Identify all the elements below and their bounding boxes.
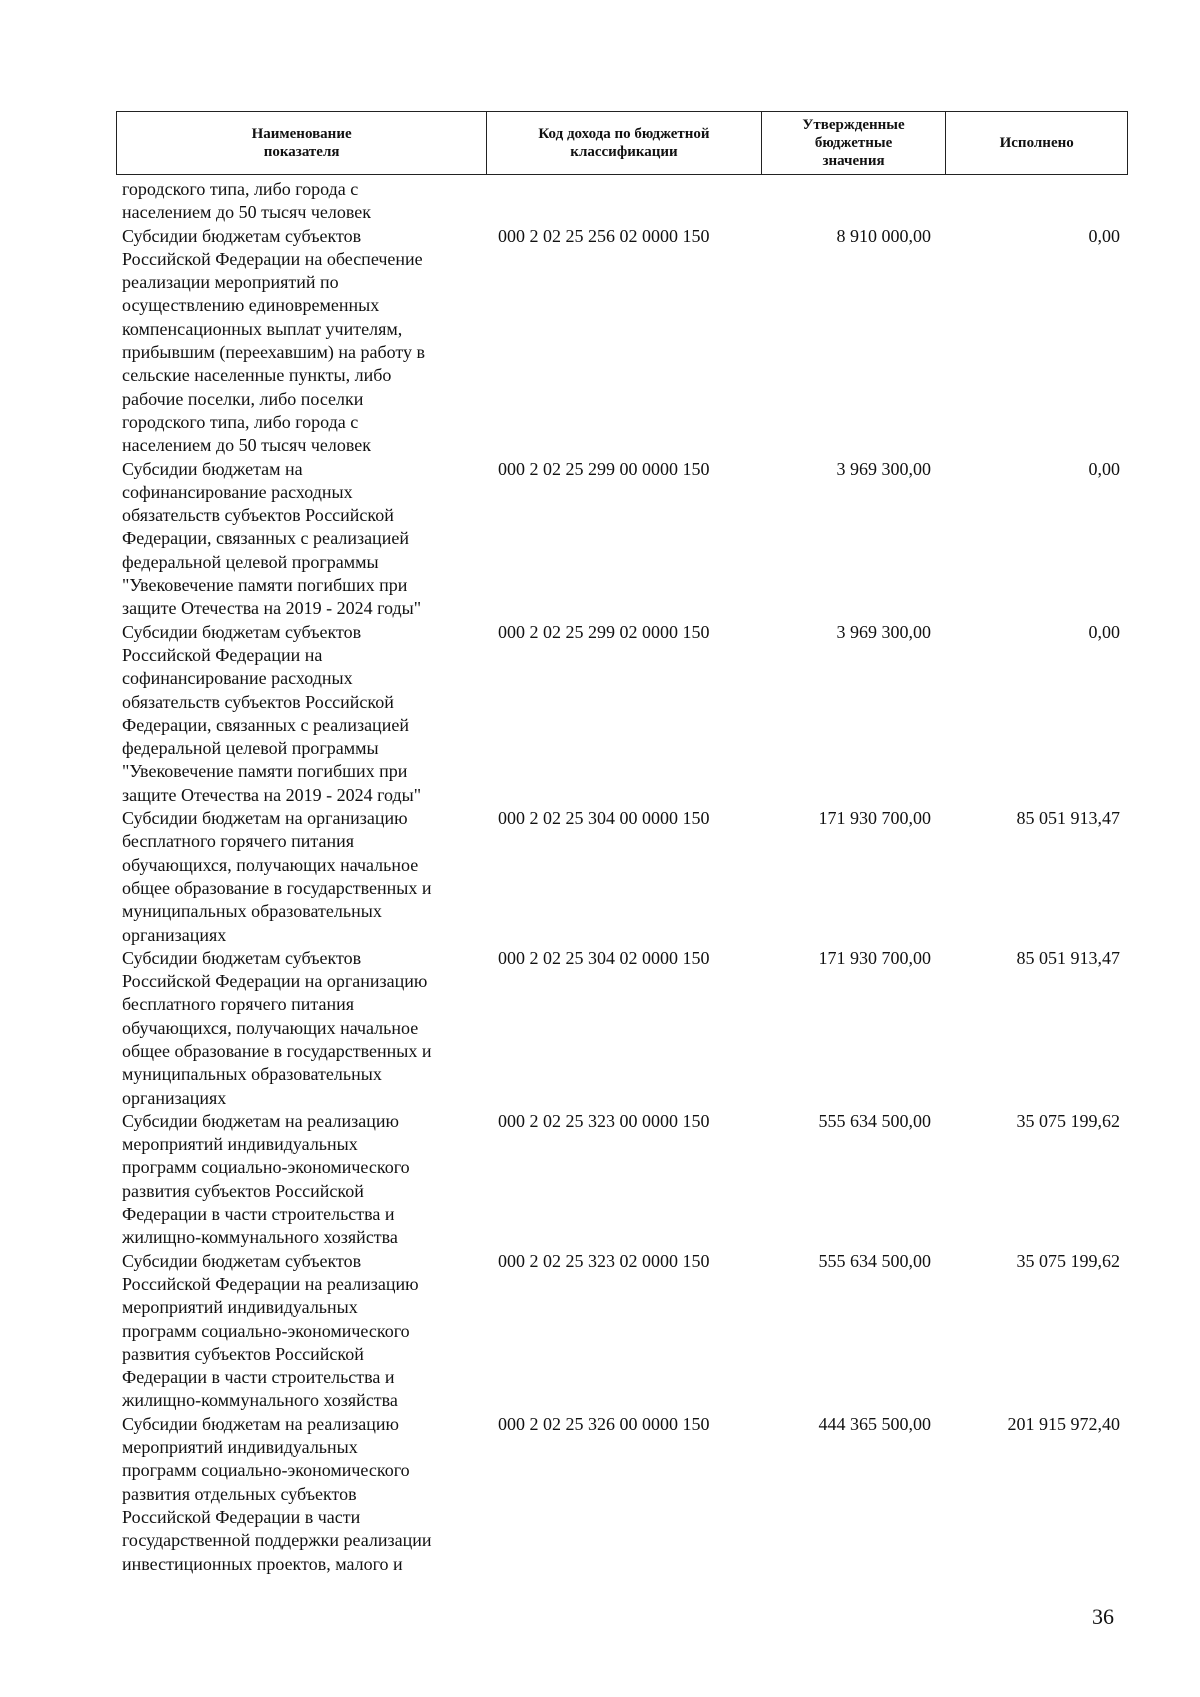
row-code: 000 2 02 25 326 00 0000 150 bbox=[498, 1413, 710, 1434]
row-code: 000 2 02 25 256 02 0000 150 bbox=[498, 225, 710, 246]
page-number: 36 bbox=[1092, 1604, 1114, 1629]
row-code: 000 2 02 25 304 00 0000 150 bbox=[498, 808, 710, 829]
row-approved: 8 910 000,00 bbox=[836, 225, 931, 246]
table-row bbox=[116, 947, 1128, 1110]
row-executed: 0,00 bbox=[1088, 458, 1120, 479]
row-code: 000 2 02 25 299 00 0000 150 bbox=[498, 458, 710, 479]
row-approved: 3 969 300,00 bbox=[836, 458, 931, 479]
table-body bbox=[116, 178, 1128, 1576]
table-row bbox=[116, 178, 1128, 225]
row-approved: 171 930 700,00 bbox=[818, 808, 931, 829]
row-approved: 555 634 500,00 bbox=[818, 1250, 931, 1271]
row-code: 000 2 02 25 323 00 0000 150 bbox=[498, 1110, 710, 1131]
header-name: Наименование показателя bbox=[117, 112, 487, 174]
table-row bbox=[116, 225, 1128, 458]
table-row bbox=[116, 621, 1128, 807]
row-code: 000 2 02 25 299 02 0000 150 bbox=[498, 621, 710, 642]
header-approved: Утвержденные бюджетные значения bbox=[762, 112, 947, 174]
row-name: Субсидии бюджетам субъектов Российской Федерации на обеспечение реализации мероприятий по осуществлению единовременных компенсационных выплат учителям, прибывшим (переехавшим) на работу в сельские населенные пункты, либо рабочие поселки, либо поселки городского типа, либо города с населением до 50 тысяч человек bbox=[122, 225, 426, 456]
row-name: Субсидии бюджетам на реализацию мероприятий индивидуальных программ социально-экономического развития отдельных субъектов Российской Федерации в части государственной поддержки реализации инвестиционных проектов, малого и bbox=[122, 1413, 432, 1574]
table-header bbox=[116, 111, 1128, 175]
row-name: Субсидии бюджетам на реализацию мероприятий индивидуальных программ социально-экономического развития субъектов Российской Федерации в части строительства и жилищно-коммунального хозяйства bbox=[122, 1110, 410, 1248]
row-approved: 3 969 300,00 bbox=[836, 621, 931, 642]
row-approved: 444 365 500,00 bbox=[818, 1413, 931, 1434]
row-executed: 201 915 972,40 bbox=[1007, 1413, 1120, 1434]
row-name: Субсидии бюджетам субъектов Российской Федерации на реализацию мероприятий индивидуальных программ социально-экономического развития субъектов Российской Федерации в части строительства и жилищно-коммунального хозяйства bbox=[122, 1250, 419, 1411]
row-name: городского типа, либо города с населением до 50 тысяч человек bbox=[122, 179, 372, 223]
row-executed: 85 051 913,47 bbox=[1016, 808, 1120, 829]
row-name: Субсидии бюджетам субъектов Российской Федерации на софинансирование расходных обязательств субъектов Российской Федерации, связанных с реализацией федеральной целевой программы "Увековечение памяти погибших при защите Отечества на 2019 - 2024 годы" bbox=[122, 621, 422, 805]
row-executed: 85 051 913,47 bbox=[1016, 947, 1120, 968]
table-row bbox=[116, 1110, 1128, 1250]
row-name: Субсидии бюджетам на организацию бесплатного горячего питания обучающихся, получающих начальное общее образование в государственных и муниципальных образовательных организациях bbox=[122, 808, 432, 945]
table-row bbox=[116, 1250, 1128, 1413]
row-approved: 171 930 700,00 bbox=[818, 947, 931, 968]
row-name: Субсидии бюджетам на софинансирование расходных обязательств субъектов Российской Федерации, связанных с реализацией федеральной целевой программы "Увековечение памяти погибших при защите Отечества на 2019 - 2024 годы" bbox=[122, 458, 422, 619]
table-row bbox=[116, 1413, 1128, 1576]
table-row bbox=[116, 458, 1128, 621]
table-row bbox=[116, 807, 1128, 947]
row-executed: 35 075 199,62 bbox=[1016, 1110, 1120, 1131]
row-code: 000 2 02 25 304 02 0000 150 bbox=[498, 947, 710, 968]
row-name: Субсидии бюджетам субъектов Российской Федерации на организацию бесплатного горячего питания обучающихся, получающих начальное общее образование в государственных и муниципальных образовательных организациях bbox=[122, 947, 432, 1108]
header-code: Код дохода по бюджетной классификации bbox=[487, 112, 761, 174]
row-executed: 35 075 199,62 bbox=[1016, 1250, 1120, 1271]
row-approved: 555 634 500,00 bbox=[818, 1110, 931, 1131]
row-executed: 0,00 bbox=[1088, 225, 1120, 246]
row-code: 000 2 02 25 323 02 0000 150 bbox=[498, 1250, 710, 1271]
row-executed: 0,00 bbox=[1088, 621, 1120, 642]
header-executed: Исполнено bbox=[999, 135, 1074, 151]
